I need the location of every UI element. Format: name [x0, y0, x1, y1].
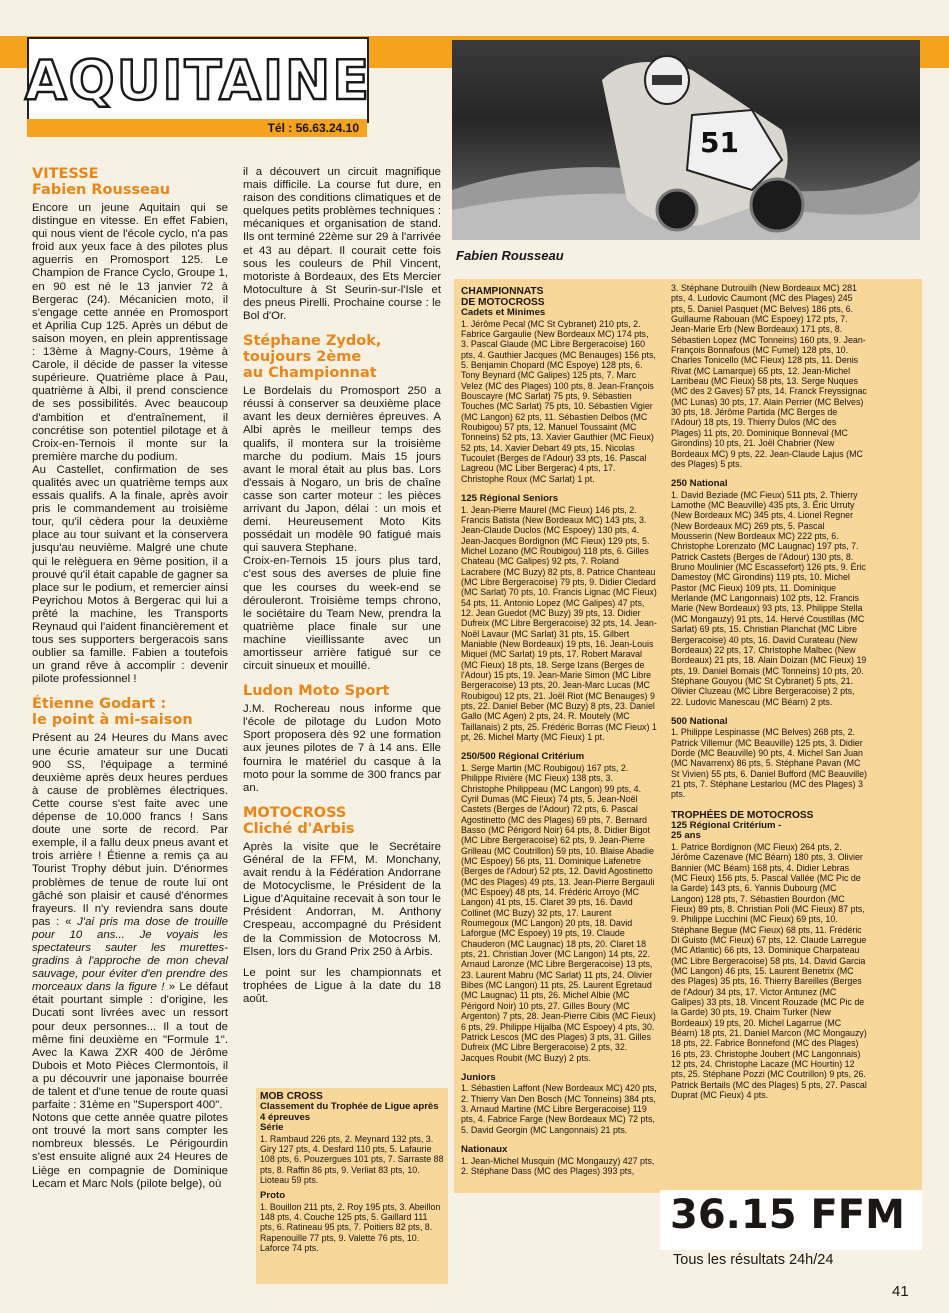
results-text: 1. David Beziade (MC Fieux) 511 pts, 2. Thierry Lamothe (MC Beauville) 435 pts, 3. Éric Urruty (New Bordeaux MC) 345 pts, 4. Lionel Regner (New Bordeaux MC) 269 pts, 5. Pascal Mousserin (New Bordeaux MC) 222 pts, 6. Christophe Lorenzato (MC Laugnac) 197 pts, 7. Patrick Castets (Berges de l'Adour) 130 pts, 8. Bruno Moulinier (MC Escassefort) 126 pts, 9. Éric Damestoy (MC Girondins) 119 pts, 10. Michel Pastor (MC Fieux) 109 pts, 11. Dominique Merlande (MC Langonnais) 102 pts, 12. Francis Marie (New Bordeaux) 93 pts, 13. Philippe Stella (MC Mongauzy) 91 pts, 14. Hervé Coustillas (MC Sarlat) 69 pts, 15. Christian Planchat (MC Libre Bergeracoise) 40 pts, 16. David Curateau (New Bordeaux) 22 pts, 17. Christophe Malbec (New Bordeaux) 21 pts, 18. Alain Doizan (MC Fieux) 19 pts, 19. Daniel Bomais (MC Tonneins) 10 pts, 20. Stéphane Gouyou (MC St Cybranet) 5 pts, 21. Olivier Cluzeau (MC Libre Bergeracoise) 2 pts, 22. Ludovic Manescau (MC Béarn) 2 pts.: [671, 489, 867, 707]
text-run: » Le défaut était pourtant simple : d'origine, les Ducati sont livrées avec un ressort pour deux personnes... Il a tout de même fini deuxième en "Formule 1". Avec la Kawa ZXR 400 de Jérôme Dubois et Moto Pièces Clermontois, il a pu découvrir une japonaise bourrée de talent et d'une tenue de route quasi parfaite : 31ème en "Supersport 400".: [32, 981, 228, 1112]
quote-text: J'ai pris ma dose de trouille pour 10 ans... Je voyais les spectateurs sauter les murettes-gradins à l'approche de mon cheval sauvage, pour éviter d'en prendre des morceaux dans la figure !: [32, 915, 228, 994]
telephone-number: Tél : 56.63.24.10: [267, 121, 359, 135]
heading-point-mi-saison: le point à mi-saison: [32, 712, 193, 729]
results-column-2: [671, 283, 867, 1100]
results-text: 1. Sébastien Laffont (New Bordeaux MC) 420 pts, 2. Thierry Van Den Bosch (MC Tonneins) 384 pts, 3. Arnaud Martine (MC Libre Bergeracoise) 119 pts, 4. Fabrice Farge (New Bordeaux MC) 72 pts, 5. David Georgin (MC Langonnais) 21 pts.: [461, 1083, 657, 1135]
results-text: 1. Serge Martin (MC Roubigou) 167 pts, 2. Philippe Rivière (MC Fieux) 138 pts, 3. Christophe Philippeau (MC Langon) 99 pts, 4. Cyril Dumas (MC Fieux) 74 pts, 5. Jean-Noël Castets (Berges de l'Adour) 72 pts, 6. Pascal Agostinetto (MC des Plages) 69 pts, 7. Bernard Basso (MC Périgord Noir) 64 pts, 8. Didier Bigot (MC Libre Bergeracoise) 62 pts, 9. Jean-Pierre Grilleau (MC Coutrillon) 59 pts, 10. Blaise Abadie (MC Espoey) 56 pts, 11. Dominique Lafenetre (Berges de l'Adour) 52 pts, 12. David Agostinetto (MC des Plages) 49 pts, 13. Jean-Pierre Bergauli (MC Espoey) 48 pts, 14. Frédéric Arroyo (MC Langon) 41 pts, 15. Claret 39 pts, 16. David Collinet (MC Buzy) 32 pts, 17. Laurent Roumegoux (MC Langon) 20 pts, 18. David Laforgue (MC Espoey) 19 pts, 19. Claude Chauderon (MC Laugnac) 18 pts, 20. Claret 18 pts, 21. Christian Jover (MC Langon) 14 pts, 22. Arnaud Laronze (MC Libre Bergeracoise) 13 pts, 23. Laurent Mabru (MC Sarlat) 11 pts, 24. Olivier Bibes (MC Langon) 11 pts, 25. Laurent Egretaud (MC Laugnac) 11 pts, 26. Michel Albie (MC Périgord Noir) 10 pts, 27. Gilles Boury (MC Argenton) 7 pts, 28. Jean-Pierre Cibis (MC Fieux) 6 pts, 29. Philippe Hijalba (MC Espoey) 4 pts, 30. Patrick Lescos (MC des Plages) 3 pts, 31. Gilles Dufreix (MC Libre Bergeracoise) 2 pts, 32. Jacques Roubit (MC Buzy) 2 pts.: [461, 762, 656, 1063]
middle-column: [243, 166, 441, 1006]
heading-motocross: MOTOCROSS: [243, 804, 347, 821]
heading-250-national: 250 National: [671, 478, 728, 490]
paragraph: Notons que cette année quatre pilotes ont trouvé la mort sans compter les nombreux blessés. Le Périgourdin s'est ensuite aligné aux 24 Heures de Liège en compagnie de Dominique Lecam et Marc Nols (pilote belge), où: [32, 1112, 228, 1190]
photo-caption: Fabien Rousseau: [456, 248, 564, 263]
results-text: 1. Jean-Pierre Maurel (MC Fieux) 146 pts, 2. Francis Batista (New Bordeaux MC) 143 pts, 3. Jean-Claude Duclos (MC Espoey) 130 pts, 4. Jean-Jacques Bordignon (MC Fieux) 129 pts, 5. Michel Lozano (MC Roubigou) 118 pts, 6. Gilles Chateau (MC Galipes) 92 pts, 7. Roland Lacrabere (MC Buzy) 82 pts, 8. Patrice Chanteau (MC Libre Bergeracoise) 79 pts, 9. Didier Cledard (MC Sarlat) 70 pts, 10. Francis Lignac (MC Fieux) 54 pts, 11. Antonio Lopez (MC Galipes) 47 pts, 12. Jean Guedot (MC Buzy) 39 pts, 13. Didier Dufreix (MC Libre Bergeracoise) 32 pts, 14. Jean-Noël Lavaur (MC Sarlat) 31 pts, 15. Gilbert Maniable (New Bordeaux) 19 pts, 16. Jean-Louis Miquel (MC Sarlat) 19 pts, 17. Robert Maraval (MC Fieux) 18 pts, 18. Serge Izans (Berges de l'Adour) 15 pts, 19. Jean-Marie Simon (MC Libre Bergeracoise) 13 pts, 20. Jean-Marc Lucas (MC Roubigou) 12 pts, 21. Joël Riot (MC Benauges) 9 pts, 22. Daniel Beber (MC Buzy) 8 pts, 23. Daniel Gallo (MC Agen) 2 pts, 24. R. Moutely (MC Taillanais) 2 pts, 25. Frédéric Borras (MC Fieux) 1 pt, 26. Michel Marty (MC Fieux) 1 pt.: [461, 504, 657, 743]
heading-nationaux: Nationaux: [461, 1144, 508, 1156]
results-column-1: [461, 286, 657, 1176]
paragraph: Le Bordelais du Promosport 250 a réussi à conserver sa deuxième place avant les deux dernières épreuves. A Albi après le meilleur temps des qualifs, il montera sur la troisième marche du podium. Mais 15 jours avant le moral était au plus bas. Lors d'essais à Nogaro, un bris de chaîne casse son carter moteur : les pièces arrivant du Japon, délai : un mois et demi. Heureusement Moto Kits possédait un modèle 90 fatigué mais qui sauvera Stephane.: [243, 385, 441, 555]
heading-vitesse: VITESSE: [32, 166, 99, 182]
results-text: 1. Bouillon 211 pts, 2. Roy 195 pts, 3. Abeillon 148 pts, 4. Couche 125 pts, 5. Gaillard 111 pts, 6. Ratineau 95 pts, 7. Poitiers 82 pts, 8. Rapenouille 77 pts, 9. Valette 76 pts, 10. Laforce 74 pts.: [260, 1201, 441, 1254]
paragraph: [32, 732, 228, 1112]
text-run: Présent au 24 Heures du Mans avec une écurie amateur sur une Ducati 900 SS, l'équipage a terminé deuxième après deux heures perdues à cause de problèmes électriques. Cette course s'est faite avec une dépense de 10.000 francs ! Sans doute une sorte de record. Par exemple, il a fallu deux pneus avant et trois arrière ! Étienne a remis ça au Tourist Trophy début juin. D'énormes problèmes de tenue de route lui ont gâché son plaisir et causé d'énormes frayeurs. Il n'y reviendra sans doute pas : «: [32, 732, 228, 928]
heading-ludon-moto-sport: Ludon Moto Sport: [243, 683, 390, 700]
heading-serie: Série: [260, 1122, 284, 1133]
heading-etienne-godart: Étienne Godart :: [32, 696, 167, 713]
left-column: [32, 166, 228, 1191]
results-text: 3. Stéphane Dutrouilh (New Bordeaux MC) 281 pts, 4. Ludovic Caumont (MC des Plages) 245 pts, 5. Daniel Pasquet (MC Belves) 186 pts, 6. Guillaume Rabouan (MC Espoey) 172 pts, 7. Jean-Marie Erb (New Bordeaux) 171 pts, 8. Sébastien Lopez (MC Tonneins) 160 pts, 9. Jean-François Bonnafous (MC Fumel) 128 pts, 10. Charles Tonicello (MC Fieux) 128 pts, 11. Denis Rivat (MC Lamarque) 65 pts, 12. Jean-Michel Larribeau (MC Fieux) 58 pts, 13. Serge Nuques (MC des 2 Gaves) 57 pts, 14. Franck Freyssignac (MC Lunas) 30 pts, 17. Alain Perrier (MC Belves) 30 pts, 18. Jérôme Partida (MC Berges de l'Adour) 18 pts, 19. Thierry Dulos (MC des Plages) 11 pts, 20. Dominique Bonneval (MC Girondins) 10 pts, 21. Joël Chabrier (New Bordeaux MC) 9 pts, 22. Jean-Claude Lajus (MC des Plages) 5 pts.: [671, 283, 867, 469]
minitel-subtitle: Tous les résultats 24h/24: [673, 1252, 834, 1268]
heading-au-championnat: au Championnat: [243, 365, 377, 382]
page-number: 41: [892, 1283, 909, 1300]
heading-de-motocross: DE MOTOCROSS: [461, 297, 545, 308]
heading-proto: Proto: [260, 1190, 286, 1202]
heading-juniors: Juniors: [461, 1071, 496, 1083]
paragraph: Encore un jeune Aquitain qui se distingue en vitesse. En effet Fabien, qui nous vient de l'école cyclo, n'a pas froid aux yeux face à des pilotes plus aguerris en Promosport 125. Le Champion de France Cyclo, Groupe 1, en 90 est né le 13 janvier 72 à Bergerac (24). Mécanicien moto, il s'engage cette année en Promosport et Aprilia Cup 125. Après un début de saison moyen, en plein apprentissage : 13ème à Magny-Cours, 19ème à Carole, il décide de passer la vitesse supérieure. Quatrième place à Pau, quatrième à Albi, il prend conscience de ses possibilités. Avec beaucoup d'ambition et d'entraînement, il concrétise son potentiel pilotage et à Croix-en-Ternois il monte sur la première marche du podium.: [32, 202, 228, 463]
paragraph: Après la visite que le Secrétaire Général de la FFM, M. Monchany, avait rendu à la Fédération Andorrane de Motocyclisme, le Président de la Ligue d'Aquitaine recevait à son tour le Président Andorran, M. Anthony Crespeau, accompagné du Président de la Commission de Motocross M. Elsen, lors du Grand Prix 250 à Arbis.: [243, 840, 441, 958]
rider-photo: [452, 40, 920, 240]
results-text: 1. Jean-Michel Musquin (MC Mongauzy) 427 pts, 2. Stéphane Dass (MC des Plages) 393 pts,: [461, 1155, 655, 1176]
heading-500-national: 500 National: [671, 715, 728, 727]
heading-25-ans: 25 ans: [671, 830, 701, 842]
section-title: AQUITAINE: [24, 48, 372, 112]
heading-fabien-rousseau: Fabien Rousseau: [32, 182, 171, 198]
heading-125-regional-criterium: 125 Régional Critérium -: [671, 819, 782, 831]
race-number: 51: [700, 126, 739, 159]
heading-championnats: CHAMPIONNATS: [461, 286, 544, 297]
results-text: 1. Patrice Bordignon (MC Fieux) 264 pts, 2. Jérôme Cazenave (MC Béarn) 180 pts, 3. Olivier Bannier (MC Béarn) 168 pts, 4. Didier Lebras (MC Fieux) 156 pts, 5. Pascal Vallée (MC Pic de la Garde) 143 pts, 6. Yannis Dubourg (MC Langon) 128 pts, 7. Sébastien Bourdon (MC Fieux) 89 pts, 8. Christian Poli (MC Fieux) 87 pts, 9. Philippe Lucchini (MC Fieux) 69 pts, 10. Stéphane Begue (MC Fieux) 68 pts, 11. Frédéric Di Guisto (MC Fieux) 67 pts, 12. Claude Larregue (MC Atlantic) 66 pts, 13. Dominique Charpateau (MC Libre Bergeracoise) 58 pts, 14. David Garcia (MC Langon) 46 pts, 15. Laurent Benetrix (MC des Plages) 35 pts, 16. Thierry Bareilles (Berges de l'Adour) 34 pts, 17. Victor Antunez (MC Galipes) 33 pts, 18. Vincent Rouzade (MC Pic de la Garde) 30 pts, 19. Chaim Turker (New Bordeaux) 19 pts, 20. Michel Lagarrue (MC Béarn) 18 pts, 21. Daniel Marcon (MC Mongauzy) 18 pts, 22. Fabrice Bonnefond (MC des Plages) 16 pts, 23. Christophe Joubert (MC Langonnais) 12 pts, 24. Christophe Lacaze (MC Hourtin) 12 pts, 25. Stéphane Pozzi (MC Coutrillon) 9 pts, 26. Patrick Bertails (MC des Plages) 5 pts, 27. Pascal Duprat (MC Fieux) 4 pts.: [671, 841, 867, 1101]
heading-trophees-motocross: TROPHÉES DE MOTOCROSS: [671, 809, 814, 821]
heading-trophee-ligue: Classement du Trophée de Ligue après 4 épreuves: [260, 1101, 439, 1123]
section-title-box: [24, 37, 372, 123]
telephone-band: [27, 119, 367, 137]
heading-mob-cross: MOB CROSS: [260, 1091, 323, 1102]
heading-stephane-zydok: Stéphane Zydok,: [243, 333, 382, 350]
mob-cross-results: [260, 1091, 444, 1253]
heading-toujours-2eme: toujours 2ème: [243, 349, 362, 366]
minitel-number: 36.15 FFM: [670, 1192, 905, 1238]
heading-cadets-minimes: Cadets et Minimes: [461, 307, 546, 318]
results-text: 1. Rambaud 226 pts, 2. Meynard 132 pts, 3. Giry 127 pts, 4. Desfard 110 pts, 5. Lafaurie 108 pts, 6. Pouzergues 101 pts, 7. Sarraste 88 pts, 8. Raffin 86 pts, 9. Verliat 83 pts, 10. Lioteau 59 pts.: [260, 1133, 444, 1185]
motorcycle-rider-illustration: [452, 40, 920, 240]
paragraph: Croix-en-Ternois 15 jours plus tard, c'est sous des averses de pluie fine que les courses du week-end se dérouleront. Troisième temps chrono, le sociétaire du Team New, prendra la quatrième place finale sur une machine vieillissante avec un amortisseur arrière fatigué sur ce circuit sinueux et mouillé.: [243, 555, 441, 673]
paragraph: Au Castellet, confirmation de ses qualités avec un quatrième temps aux essais qualifs. A la finale, après avoir pris le commandement au troisième tour, qu'il cèdera pour la deuxième place au tour suivant et la conservera jusqu'au neuvième. Malgré une chute qui le relèguera en 9ème position, il a prouvé qu'il était capable de gagner sa place sur le podium, et remercier ainsi Peyrichou Motos à Bergerac qui lui a prêté la machine, les Transports Reynaud qui l'aident financièrement et tous ses supporters bergeracois sans oublier sa famille. Fabien a toutefois un grand rêve à accomplir : devenir pilote professionnel !: [32, 463, 228, 686]
results-text: 1. Philippe Lespinasse (MC Belves) 268 pts, 2. Patrick Villemur (MC Beauville) 125 pts, 3. Didier Dorde (MC Beauville) 90 pts, 4. Michel San Juan (MC Navarrenx) 86 pts, 5. Stéphane Pavan (MC St Vivien) 55 pts, 6. Daniel Bufford (MC Beauville) 21 pts, 7. Stéphane Lestarlou (MC des Plages) 3 pts.: [671, 727, 867, 800]
paragraph: Le point sur les championnats et trophées de Ligue à la date du 18 août.: [243, 966, 441, 1005]
heading-250-500-regional: 250/500 Régional Critérium: [461, 751, 585, 763]
paragraph: J.M. Rochereau nous informe que l'école de pilotage du Ludon Moto Sport proposera dès 92 une formation aux jeunes pilotes de 7 à 14 ans. Elle fournira le matériel du casque à la moto pour la somme de 300 francs par an.: [243, 703, 441, 794]
heading-cliche-arbis: Cliché d'Arbis: [243, 820, 355, 837]
heading-125-regional-seniors: 125 Régional Seniors: [461, 493, 559, 504]
results-text: 1. Jérôme Pecal (MC St Cybranet) 210 pts, 2. Fabrice Gargaulie (New Bordeaux MC) 174 pts, 3. Pascal Glaude (MC Libre Bergeracoise) 160 pts, 4. Gauthier Jacques (MC Benauges) 156 pts, 5. Benjamin Chopard (MC Espoye) 128 pts, 6. Tony Beynard (MC Galipes) 125 pts, 7. Marc Velez (MC des Plages) 100 pts, 8. Jean-François Bouscayre (MC Sarlat) 75 pts, 9. Sébastien Touches (MC Sarlat) 75 pts, 10. Sébastien Vigier (MC Langon) 62 pts, 11. Sébastien Delbos (MC Roubigou) 57 pts, 12. Manuel Toussaint (MC Tonneins) 52 pts, 13. Xavier Gauthier (MC Fieux) 52 pts, 14. Xavier Debart 49 pts, 15. Nicolas Tucoulet (Berges de l'Adour) 33 pts, 16. Pascal Lagreou (MC Liber Bergerac) 4 pts, 17. Christophe Roux (MC Sarlat) 1 pt.: [461, 318, 656, 484]
paragraph: il a découvert un circuit magnifique mais difficile. La course fut dure, en raison des conditions climatiques et de quelques petits problèmes techniques : mécaniques et organisation de stand. Ils ont terminé 22ème sur 29 à l'arrivée et 43 au départ. Il courait cette fois sous les couleurs de Phil Vincent, motoriste à Bordeaux, des Ets Mercier Motoculture à St Seurin-sur-l'Isle et des pneus Pirelli. Prochaine course : le Bol d'Or.: [243, 166, 441, 323]
